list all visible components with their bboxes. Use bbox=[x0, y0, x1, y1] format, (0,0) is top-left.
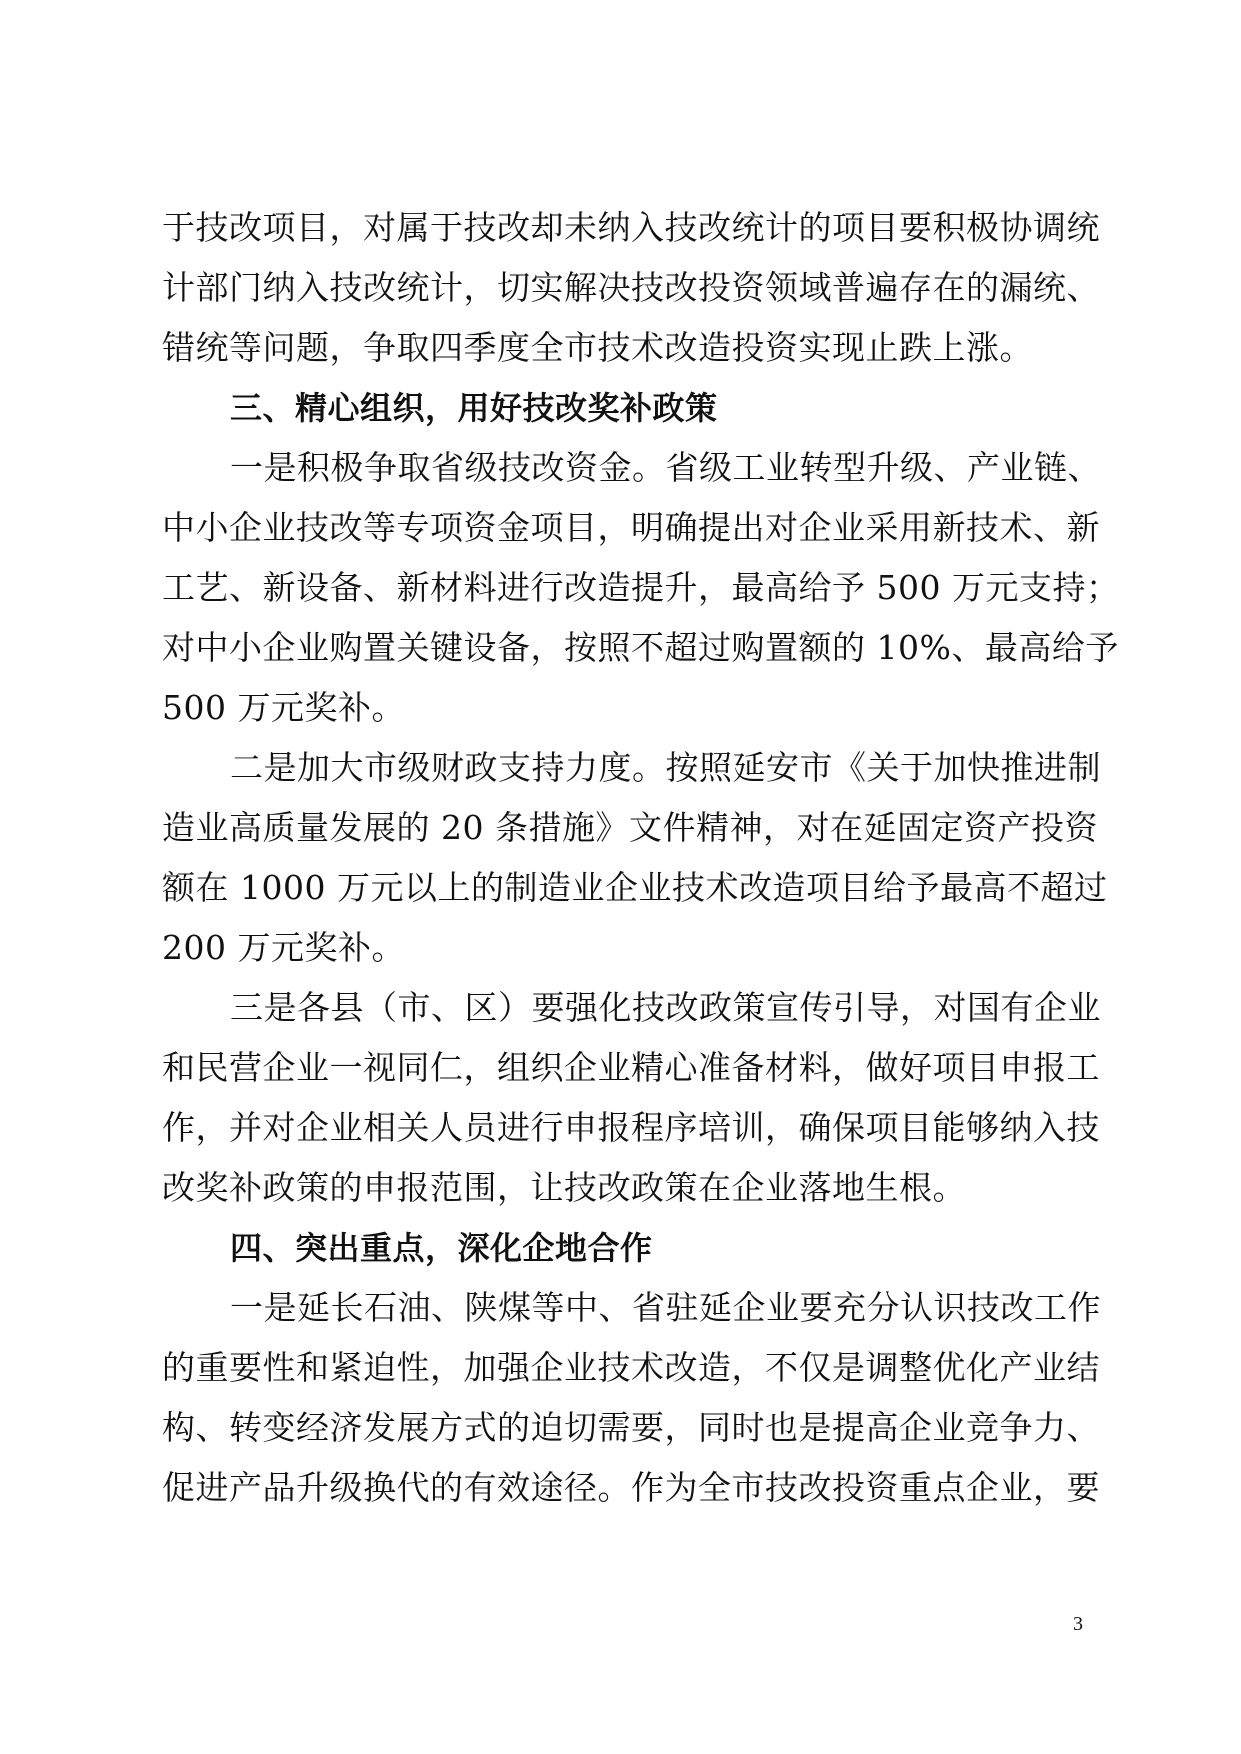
paragraph-line: 错统等问题，争取四季度全市技术改造投资实现止跌上涨。 bbox=[162, 328, 1033, 367]
paragraph-line: 计部门纳入技改统计，切实解决技改投资领域普遍存在的漏统、 bbox=[162, 268, 1100, 307]
paragraph-line: 二是加大市级财政支持力度。按照延安市《关于加快推进制 bbox=[230, 748, 1101, 787]
paragraph-line: 工艺、新设备、新材料进行改造提升，最高给予 500 万元支持； bbox=[162, 568, 1120, 607]
paragraph-line: 造业高质量发展的 20 条措施》文件精神，对在延固定资产投资 bbox=[162, 808, 1098, 847]
paragraph-line: 中小企业技改等专项资金项目，明确提出对企业采用新技术、新 bbox=[162, 508, 1100, 547]
section-heading-three: 三、精心组织，用好技改奖补政策 bbox=[230, 389, 718, 427]
paragraph-line: 构、转变经济发展方式的迫切需要，同时也是提高企业竞争力、 bbox=[162, 1408, 1100, 1447]
paragraph-line: 的重要性和紧迫性，加强企业技术改造，不仅是调整优化产业结 bbox=[162, 1348, 1100, 1387]
paragraph-line: 作，并对企业相关人员进行申报程序培训，确保项目能够纳入技 bbox=[162, 1108, 1100, 1147]
paragraph-line: 一是积极争取省级技改资金。省级工业转型升级、产业链、 bbox=[230, 448, 1101, 487]
paragraph-line: 和民营企业一视同仁，组织企业精心准备材料，做好项目申报工 bbox=[162, 1048, 1100, 1087]
paragraph-line: 促进产品升级换代的有效途径。作为全市技改投资重点企业，要 bbox=[162, 1468, 1100, 1507]
paragraph-line: 一是延长石油、陕煤等中、省驻延企业要充分认识技改工作 bbox=[230, 1288, 1101, 1327]
paragraph-line: 三是各县（市、区）要强化技改政策宣传引导，对国有企业 bbox=[230, 988, 1101, 1027]
paragraph-line: 于技改项目，对属于技改却未纳入技改统计的项目要积极协调统 bbox=[162, 208, 1100, 247]
paragraph-line: 500 万元奖补。 bbox=[162, 688, 405, 727]
paragraph-line: 额在 1000 万元以上的制造业企业技术改造项目给予最高不超过 bbox=[162, 868, 1108, 907]
page-number: 3 bbox=[1073, 1613, 1083, 1635]
section-heading-four: 四、突出重点，深化企地合作 bbox=[230, 1229, 653, 1267]
paragraph-line: 改奖补政策的申报范围，让技改政策在企业落地生根。 bbox=[162, 1168, 966, 1207]
paragraph-line: 对中小企业购置关键设备，按照不超过购置额的 10%、最高给予 bbox=[162, 628, 1119, 667]
paragraph-line: 200 万元奖补。 bbox=[162, 928, 405, 967]
